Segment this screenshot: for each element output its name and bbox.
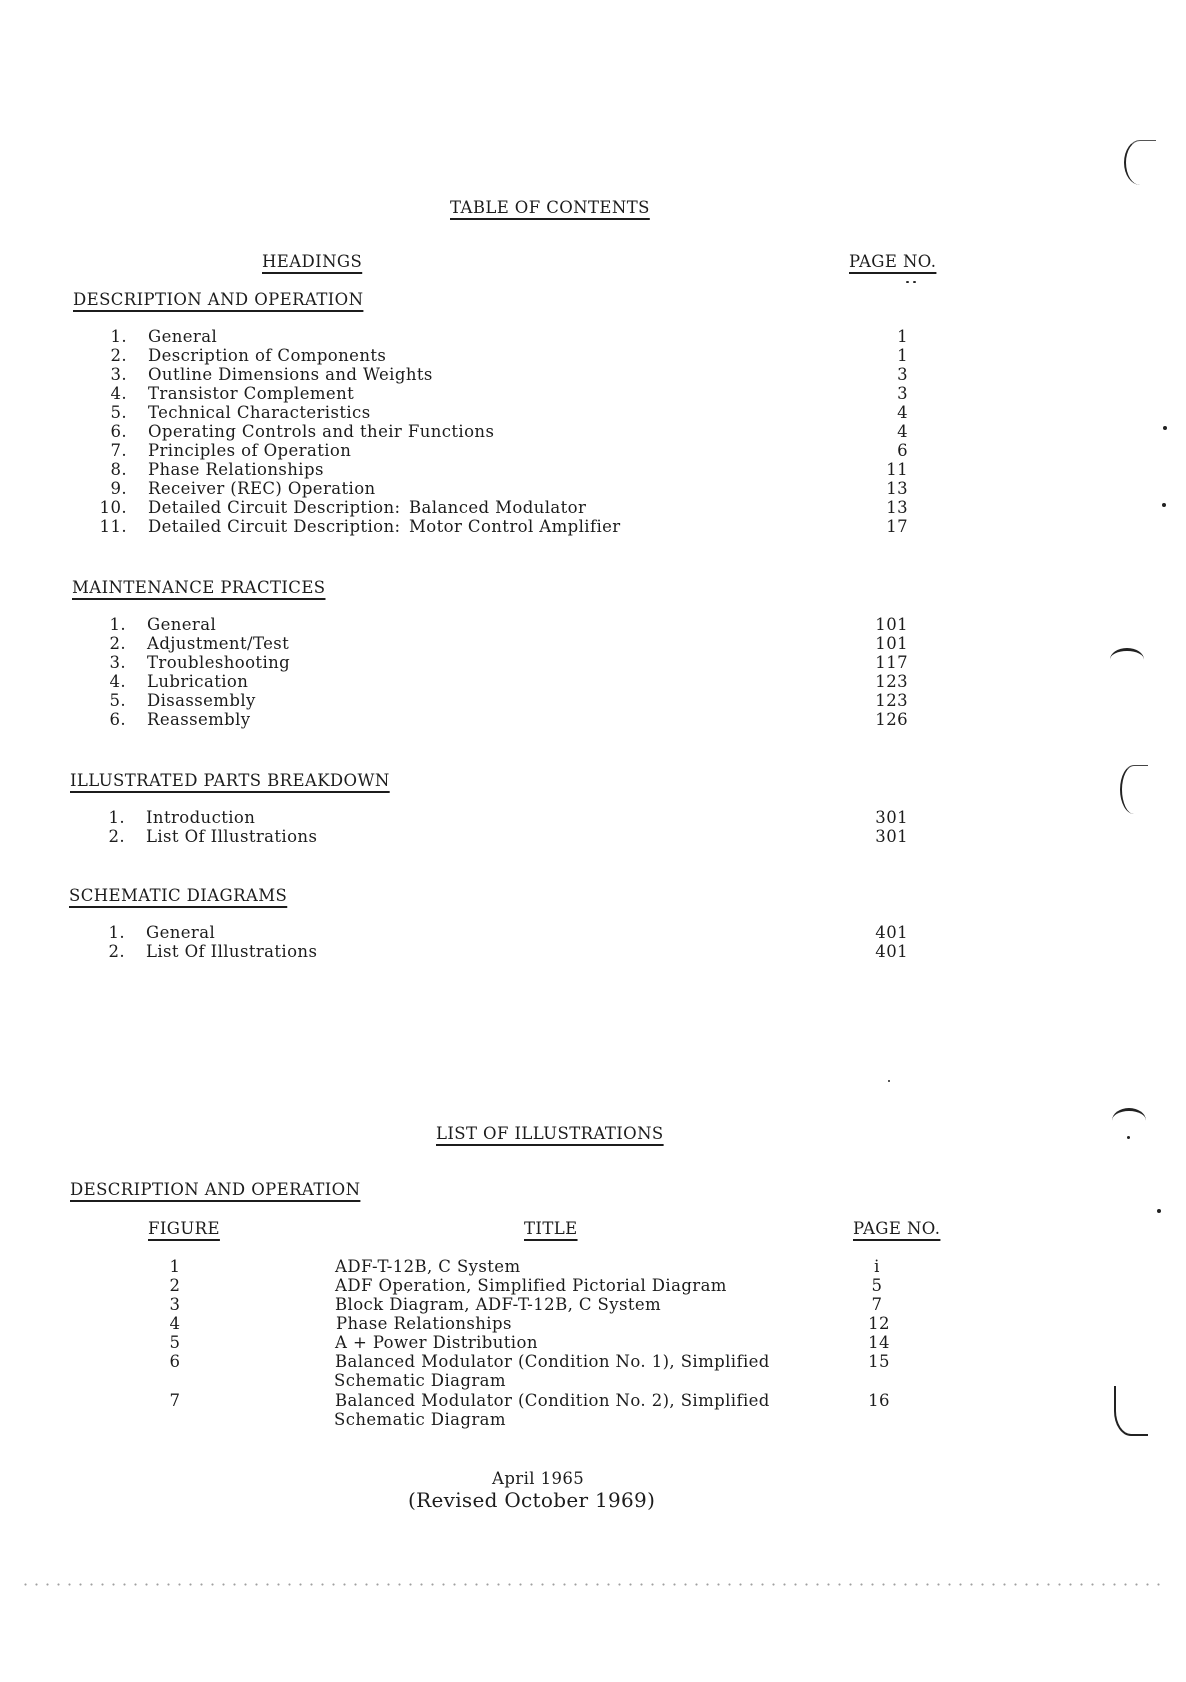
figure-number: 3	[169, 1295, 181, 1314]
binder-hole-mark	[1110, 648, 1144, 671]
page-number-column-label: PAGE NO.	[849, 252, 937, 271]
section-heading-description-operation: DESCRIPTION AND OPERATION	[73, 290, 364, 309]
entry-page: 3	[897, 365, 908, 384]
entry-number: 1.	[109, 615, 126, 634]
section-heading-maintenance-practices: MAINTENANCE PRACTICES	[72, 578, 326, 597]
entry-page: 1	[897, 346, 908, 365]
entry-title: Operating Controls and their Functions	[148, 422, 495, 441]
entry-subtitle: Motor Control Amplifier	[409, 517, 621, 536]
figure-title-continued: Schematic Diagram	[334, 1410, 506, 1429]
entry-number: 2.	[108, 827, 125, 846]
scan-speck	[1127, 1136, 1130, 1139]
loi-title: LIST OF ILLUSTRATIONS	[436, 1124, 664, 1143]
entry-title: Detailed Circuit Description:	[148, 517, 401, 536]
entry-number: 6.	[109, 710, 126, 729]
binder-hole-mark	[1120, 765, 1148, 814]
entry-page: 123	[875, 672, 908, 691]
figure-title: Block Diagram, ADF-T-12B, C System	[335, 1295, 662, 1314]
entry-page: 126	[875, 710, 908, 729]
entry-number: 3.	[110, 365, 127, 384]
page-column-label: PAGE NO.	[853, 1219, 941, 1238]
entry-number: 5.	[109, 691, 126, 710]
entry-title: Technical Characteristics	[148, 403, 371, 422]
entry-number: 10.	[99, 498, 127, 517]
entry-title: Adjustment/Test	[147, 634, 290, 653]
entry-page: 1	[897, 327, 908, 346]
entry-page: 101	[875, 615, 908, 634]
figure-page: 16	[868, 1391, 890, 1410]
scan-speck	[1157, 1209, 1161, 1213]
section-heading-schematic-diagrams: SCHEMATIC DIAGRAMS	[69, 886, 288, 905]
figure-title: Balanced Modulator (Condition No. 2), Simplified	[335, 1391, 770, 1410]
entry-number: 11.	[99, 517, 127, 536]
entry-number: 3.	[109, 653, 126, 672]
entry-title: List Of Illustrations	[146, 942, 318, 961]
binder-hole-mark	[1114, 1386, 1148, 1436]
revision-date: (Revised October 1969)	[408, 1488, 656, 1512]
entry-title: Description of Components	[148, 346, 387, 365]
scan-speck	[906, 281, 909, 283]
scan-speck	[913, 281, 916, 283]
entry-number: 7.	[110, 441, 127, 460]
entry-number: 9.	[110, 479, 127, 498]
entry-title: Lubrication	[147, 672, 249, 691]
binder-hole-mark	[1124, 140, 1156, 185]
publication-date: April 1965	[492, 1469, 585, 1488]
entry-title: Phase Relationships	[148, 460, 324, 479]
entry-page: 401	[875, 923, 908, 942]
entry-page: 301	[875, 808, 908, 827]
toc-title: TABLE OF CONTENTS	[450, 198, 650, 217]
scan-speck	[888, 1080, 890, 1082]
entry-title: List Of Illustrations	[146, 827, 318, 846]
entry-title: Reassembly	[147, 710, 251, 729]
entry-subtitle: Balanced Modulator	[409, 498, 587, 517]
entry-page: 123	[875, 691, 908, 710]
entry-title: Principles of Operation	[148, 441, 352, 460]
binder-hole-mark	[1112, 1108, 1146, 1133]
entry-page: 11	[886, 460, 908, 479]
entry-number: 1.	[108, 808, 125, 827]
figure-page: 15	[868, 1352, 890, 1371]
figure-title-continued: Schematic Diagram	[334, 1371, 506, 1390]
figure-page: 5	[871, 1276, 883, 1295]
entry-title: Receiver (REC) Operation	[148, 479, 376, 498]
entry-page: 401	[875, 942, 908, 961]
entry-page: 117	[875, 653, 908, 672]
entry-title: Introduction	[146, 808, 256, 827]
entry-number: 4.	[109, 672, 126, 691]
figure-number: 2	[169, 1276, 181, 1295]
entry-number: 4.	[110, 384, 127, 403]
entry-page: 101	[875, 634, 908, 653]
figure-title: ADF-T-12B, C System	[335, 1257, 521, 1276]
entry-number: 1.	[110, 327, 127, 346]
entry-page: 13	[886, 498, 908, 517]
entry-title: Transistor Complement	[148, 384, 355, 403]
entry-number: 5.	[110, 403, 127, 422]
entry-title: General	[147, 615, 217, 634]
scan-speck	[1162, 503, 1166, 507]
entry-page: 6	[897, 441, 908, 460]
figure-number: 5	[169, 1333, 181, 1352]
figure-number: 1	[169, 1257, 181, 1276]
headings-column-label: HEADINGS	[262, 252, 363, 271]
entry-title: General	[146, 923, 216, 942]
scan-noise-line	[20, 1583, 1160, 1586]
entry-title: Outline Dimensions and Weights	[148, 365, 433, 384]
figure-column-label: FIGURE	[148, 1219, 220, 1238]
entry-title: Detailed Circuit Description:	[148, 498, 401, 517]
entry-page: 3	[897, 384, 908, 403]
figure-number: 7	[169, 1391, 181, 1410]
entry-number: 8.	[110, 460, 127, 479]
entry-page: 301	[875, 827, 908, 846]
entry-page: 17	[886, 517, 908, 536]
loi-section-heading: DESCRIPTION AND OPERATION	[70, 1180, 361, 1199]
figure-title: Balanced Modulator (Condition No. 1), Simplified	[335, 1352, 770, 1371]
figure-number: 6	[169, 1352, 181, 1371]
title-column-label: TITLE	[524, 1219, 578, 1238]
scan-speck	[1163, 426, 1167, 430]
entry-title: General	[148, 327, 218, 346]
figure-page: i	[874, 1257, 880, 1276]
entry-title: Disassembly	[147, 691, 256, 710]
entry-number: 1.	[108, 923, 125, 942]
entry-number: 2.	[110, 346, 127, 365]
entry-page: 4	[897, 403, 908, 422]
figure-title: Phase Relationships	[336, 1314, 512, 1333]
figure-page: 14	[868, 1333, 890, 1352]
entry-number: 2.	[108, 942, 125, 961]
figure-number: 4	[169, 1314, 181, 1333]
figure-title: ADF Operation, Simplified Pictorial Diagram	[335, 1276, 727, 1295]
entry-title: Troubleshooting	[147, 653, 291, 672]
entry-number: 6.	[110, 422, 127, 441]
entry-page: 4	[897, 422, 908, 441]
entry-page: 13	[886, 479, 908, 498]
entry-number: 2.	[109, 634, 126, 653]
section-heading-illustrated-parts-breakdown: ILLUSTRATED PARTS BREAKDOWN	[70, 771, 390, 790]
figure-page: 12	[868, 1314, 890, 1333]
figure-title: A + Power Distribution	[335, 1333, 538, 1352]
figure-page: 7	[871, 1295, 883, 1314]
